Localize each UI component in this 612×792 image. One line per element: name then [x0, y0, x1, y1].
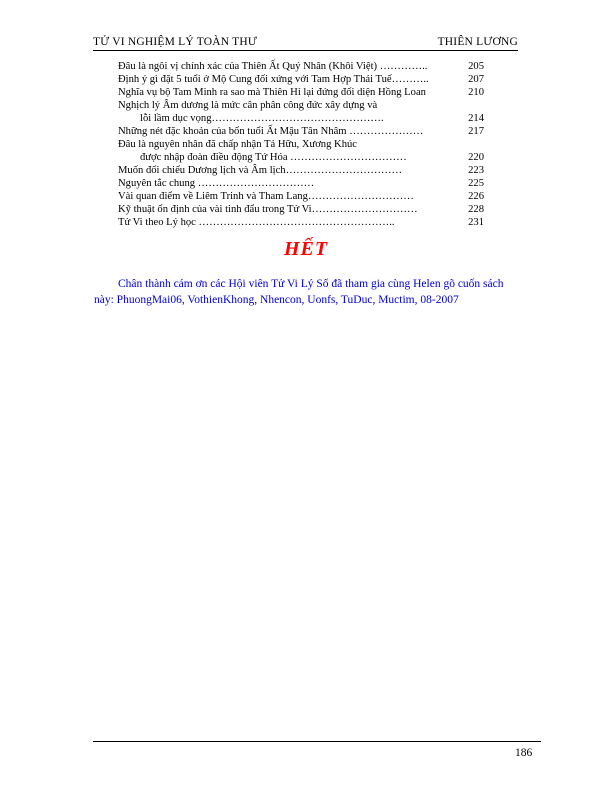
- page-number: 186: [515, 747, 533, 759]
- toc-entry-page: 223: [468, 165, 484, 176]
- toc-entry-title: Đâu là nguyên nhân đã chấp nhận Tả Hữu, Xương Khúc: [118, 139, 358, 150]
- toc-entry-page: 214: [468, 113, 484, 124]
- toc-entry-title: Tử Vi theo Lý học ………………………………………………..: [118, 217, 395, 228]
- toc-entry-title: Kỹ thuật ổn định của vài tinh đẩu trong Tử Vi…………………………: [118, 204, 418, 215]
- toc-entry-page: 207: [468, 74, 484, 85]
- toc-entry-title: Vài quan điểm về Liêm Trinh và Tham Lang…………………………: [118, 191, 414, 202]
- toc-entry-page: 220: [468, 152, 484, 163]
- page-header: [93, 36, 518, 51]
- toc-entry-title: Nguyên tắc chung ……………………………: [118, 178, 315, 189]
- toc-entry: [118, 99, 484, 112]
- acknowledgement: [94, 276, 533, 308]
- toc-entry-page: 210: [468, 87, 484, 98]
- toc-entry-continuation: [118, 151, 484, 164]
- toc-entry-page: 228: [468, 204, 484, 215]
- toc-entry: [118, 86, 484, 99]
- footer-divider: [93, 741, 541, 742]
- header-book-title: TỬ VI NGHIỆM LÝ TOÀN THƯ: [93, 36, 257, 48]
- toc-entry-page: 225: [468, 178, 484, 189]
- toc-entry: [118, 164, 484, 177]
- toc-entry-title: Những nét đặc khoản của bốn tuổi Ất Mậu Tân Nhâm …………………: [118, 126, 424, 137]
- toc-entry: [118, 138, 484, 151]
- toc-entry: [118, 60, 484, 73]
- toc-entry-page: 226: [468, 191, 484, 202]
- toc-entry: [118, 190, 484, 203]
- table-of-contents: [118, 60, 484, 229]
- toc-entry-page: 205: [468, 61, 484, 72]
- toc-entry-title: Định ý gì đặt 5 tuổi ở Mộ Cung đối xứng với Tam Hợp Thái Tuế………..: [118, 74, 429, 85]
- toc-entry-title: lỗi lầm dục vọng………………………………………….: [140, 113, 384, 124]
- header-author: THIÊN LƯƠNG: [437, 36, 518, 48]
- acknowledgement-line-1: Chân thành cám ơn các Hội viên Tử Vi Lý Số đã tham gia cùng Helen gõ cuốn sách: [118, 278, 504, 290]
- toc-entry-title: Muốn đối chiếu Dương lịch và Âm lịch……………………………: [118, 165, 403, 176]
- toc-entry-title: Đâu là ngôi vị chính xác của Thiên Ất Quý Nhân (Khôi Việt) …………..: [118, 61, 428, 72]
- toc-entry: [118, 73, 484, 86]
- toc-entry-page: 231: [468, 217, 484, 228]
- acknowledgement-line-2: này: PhuongMai06, VothienKhong, Nhencon, Uonfs, TuDuc, Muctim, 08-2007: [94, 294, 459, 306]
- toc-entry: [118, 203, 484, 216]
- toc-entry: [118, 125, 484, 138]
- end-title: HẾT: [283, 238, 329, 260]
- toc-entry-page: 217: [468, 126, 484, 137]
- toc-entry-title: được nhập đoàn điều động Tứ Hóa ……………………………: [140, 152, 407, 163]
- toc-entry: [118, 216, 484, 229]
- toc-entry-title: Nghĩa vụ bộ Tam Minh ra sao mà Thiên Hỉ lại đứng đối diện Hồng Loan: [118, 87, 426, 98]
- toc-entry-continuation: [118, 112, 484, 125]
- toc-entry: [118, 177, 484, 190]
- toc-entry-title: Nghịch lý Âm dương là mức cân phân công đức xây dựng và: [118, 100, 378, 111]
